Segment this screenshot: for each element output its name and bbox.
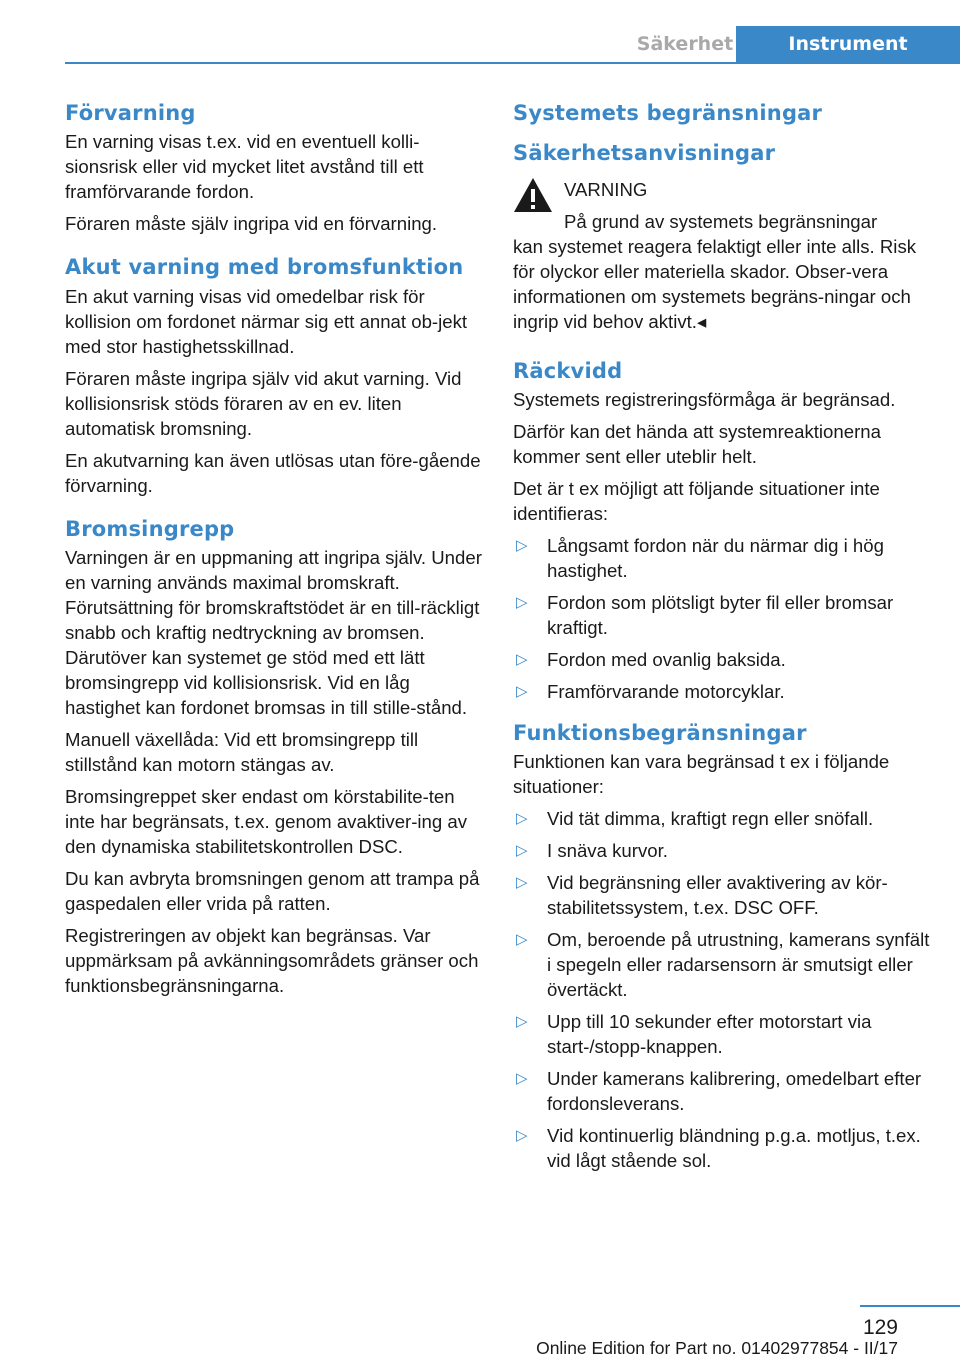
paragraph: En akutvarning kan även utlösas utan före-gående förvarning. [65, 449, 481, 496]
funktion-list [513, 806, 933, 1173]
paragraph: Det är t ex möjligt att följande situationer inte identifieras: [513, 477, 880, 524]
list-item [513, 927, 933, 1002]
warning-box [513, 177, 933, 334]
rackvidd-list [513, 533, 933, 704]
heading-bromsingrepp: Bromsingrepp [65, 516, 235, 541]
right-column [513, 100, 933, 1189]
paragraph: Bromsingreppet sker endast om körstabilite-ten inte har begränsats, t.ex. genom avaktiver-ing av den dynamiska stabilitetskontrollen DSC. [65, 785, 468, 857]
paragraph: En akut varning visas vid omedelbar risk för kollision om fordonet närmar sig ett annat ob-jekt med stor hastighetsskillnad. [65, 285, 468, 357]
list-item-text: Vid kontinuerlig bländning p.g.a. motljus, t.ex. vid lågt stående sol. [547, 1125, 921, 1171]
edition-note: Online Edition for Part no. 01402977854 - II/17 [536, 1338, 898, 1358]
list-item [513, 870, 933, 920]
list-item-text: Under kamerans kalibrering, omedelbart efter fordonsleverans. [547, 1068, 922, 1114]
warning-first-line: På grund av systemets begränsningar [564, 210, 878, 232]
paragraph: Därför kan det hända att systemreaktionerna kommer sent eller uteblir helt. [513, 420, 881, 467]
paragraph: Systemets registreringsförmåga är begränsad. [513, 388, 896, 410]
list-item [513, 647, 933, 672]
heading-funktionsbegransningar: Funktionsbegränsningar [513, 720, 807, 745]
triangle-bullet-icon: ▷ [516, 593, 528, 611]
list-item [513, 838, 933, 863]
list-item-text: Fordon med ovanlig baksida. [547, 648, 786, 670]
list-item [513, 806, 933, 831]
list-item [513, 1009, 933, 1059]
list-item-text: I snäva kurvor. [547, 840, 668, 861]
list-item [513, 1066, 933, 1116]
paragraph: Du kan avbryta bromsningen genom att trampa på gaspedalen eller vrida på ratten. [65, 867, 480, 914]
chapter-tab: Instrument [736, 26, 960, 62]
page-header [65, 26, 960, 64]
paragraph: Manuell växellåda: Vid ett bromsingrepp till stillstånd kan motorn stängas av. [65, 728, 419, 775]
warning-rest: kan systemet reagera felaktigt eller inte alls. Risk för olyckor eller materiella skador. Obser-vera informationen om systemets begräns-ningar och ingrip vid behov aktivt.◂ [513, 235, 917, 332]
paragraph: Funktionen kan vara begränsad t ex i följande situationer: [513, 751, 890, 797]
triangle-bullet-icon: ▷ [516, 1127, 528, 1144]
list-item-text: Fordon som plötsligt byter fil eller bromsar kraftigt. [547, 591, 894, 638]
heading-forvarning: Förvarning [65, 101, 196, 125]
heading-rackvidd: Räckvidd [513, 358, 623, 383]
triangle-bullet-icon: ▷ [516, 682, 528, 700]
list-item [513, 590, 933, 640]
list-item-text: Upp till 10 sekunder efter motorstart via start-/stopp-knappen. [547, 1011, 872, 1057]
list-item-text: Framförvarande motorcyklar. [547, 680, 785, 702]
paragraph: Föraren måste själv ingripa vid en förvarning. [65, 213, 438, 235]
triangle-bullet-icon: ▷ [516, 650, 528, 668]
left-column [65, 100, 483, 1005]
warning-text [513, 209, 933, 334]
section-tab: Säkerhet [636, 33, 734, 55]
paragraph: Registreringen av objekt kan begränsas. Var uppmärksam på avkänningsområdets gränser och funktionsbegränsningarna. [65, 924, 479, 996]
list-item-text: Vid tät dimma, kraftigt regn eller snöfall. [547, 808, 874, 829]
warning-title: VARNING [564, 178, 648, 200]
page-number: 129 [862, 1316, 898, 1339]
triangle-bullet-icon: ▷ [516, 931, 528, 948]
heading-systemets-begransningar: Systemets begränsningar [513, 101, 823, 125]
list-item-text: Om, beroende på utrustning, kamerans synfält i spegeln eller radarsensorn är smutsigt eller övertäckt. [547, 929, 930, 1000]
warning-triangle-icon [513, 177, 553, 213]
list-item-text: Långsamt fordon när du närmar dig i hög hastighet. [547, 534, 884, 581]
paragraph: En varning visas t.ex. vid en eventuell kolli-sionsrisk eller vid mycket litet avstånd till ett framförvarande fordon. [65, 131, 424, 203]
list-item [513, 679, 933, 704]
heading-sakerhetsanvisningar: Säkerhetsanvisningar [513, 141, 776, 166]
list-item [513, 533, 933, 583]
triangle-bullet-icon: ▷ [516, 536, 528, 554]
triangle-bullet-icon: ▷ [516, 874, 528, 891]
triangle-bullet-icon: ▷ [516, 842, 528, 859]
triangle-bullet-icon: ▷ [516, 1070, 528, 1087]
footer-rule [860, 1305, 960, 1307]
list-item-text: Vid begränsning eller avaktivering av kör-stabilitetssystem, t.ex. DSC OFF. [547, 872, 888, 918]
triangle-bullet-icon: ▷ [516, 1013, 528, 1030]
triangle-bullet-icon: ▷ [516, 810, 528, 827]
list-item [513, 1123, 933, 1173]
paragraph: Varningen är en uppmaning att ingripa själv. Under en varning används maximal bromskraft. Förutsättning för bromskraftstödet är en till-räckligt snabb och kraftig nedtryckning av bromsen. Därutöver kan systemet ge stöd med ett lätt bromsingrepp vid kollisionsrisk. Vid en låg hastighet kan fordonet bromsas in till stille-stånd. [65, 546, 482, 718]
heading-akut-varning: Akut varning med bromsfunktion [65, 255, 464, 280]
paragraph: Föraren måste ingripa själv vid akut varning. Vid kollisionsrisk stöds föraren av en ev. liten automatisk bromsning. [65, 367, 462, 439]
